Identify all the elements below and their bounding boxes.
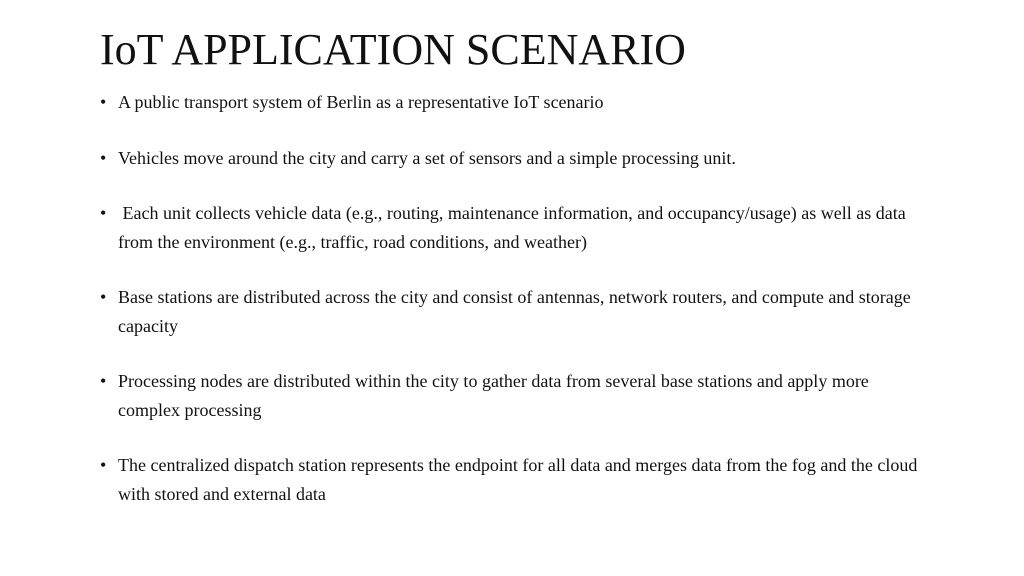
bullet-dot-icon: • — [100, 287, 107, 307]
bullet-dot-icon: • — [100, 371, 107, 391]
bullet-text: Processing nodes are distributed within the city to gather data from several base stations and apply more complex processing — [118, 371, 869, 420]
bullet-list — [100, 88, 930, 535]
bullet-dot-icon: • — [100, 455, 107, 475]
bullet-text: Each unit collects vehicle data (e.g., routing, maintenance information, and occupancy/usage) as well as data from the environment (e.g., traffic, road conditions, and weather) — [118, 203, 911, 252]
bullet-dot-icon: • — [100, 92, 107, 112]
bullet-text: The centralized dispatch station represents the endpoint for all data and merges data from the fog and the cloud with stored and external data — [118, 455, 918, 504]
bullet-item — [100, 451, 930, 508]
bullet-item — [100, 283, 930, 340]
bullet-text: Base stations are distributed across the city and consist of antennas, network routers, and compute and storage capacity — [118, 287, 911, 336]
bullet-item — [100, 199, 930, 256]
bullet-text: Vehicles move around the city and carry a set of sensors and a simple processing unit. — [118, 147, 736, 168]
bullet-item — [100, 88, 930, 117]
bullet-dot-icon: • — [100, 147, 107, 168]
bullet-item — [100, 144, 930, 173]
bullet-dot-icon: • — [100, 203, 107, 223]
bullet-text: A public transport system of Berlin as a representative IoT scenario — [118, 92, 604, 112]
slide-title: IoT APPLICATION SCENARIO — [100, 25, 686, 74]
bullet-item — [100, 367, 930, 424]
